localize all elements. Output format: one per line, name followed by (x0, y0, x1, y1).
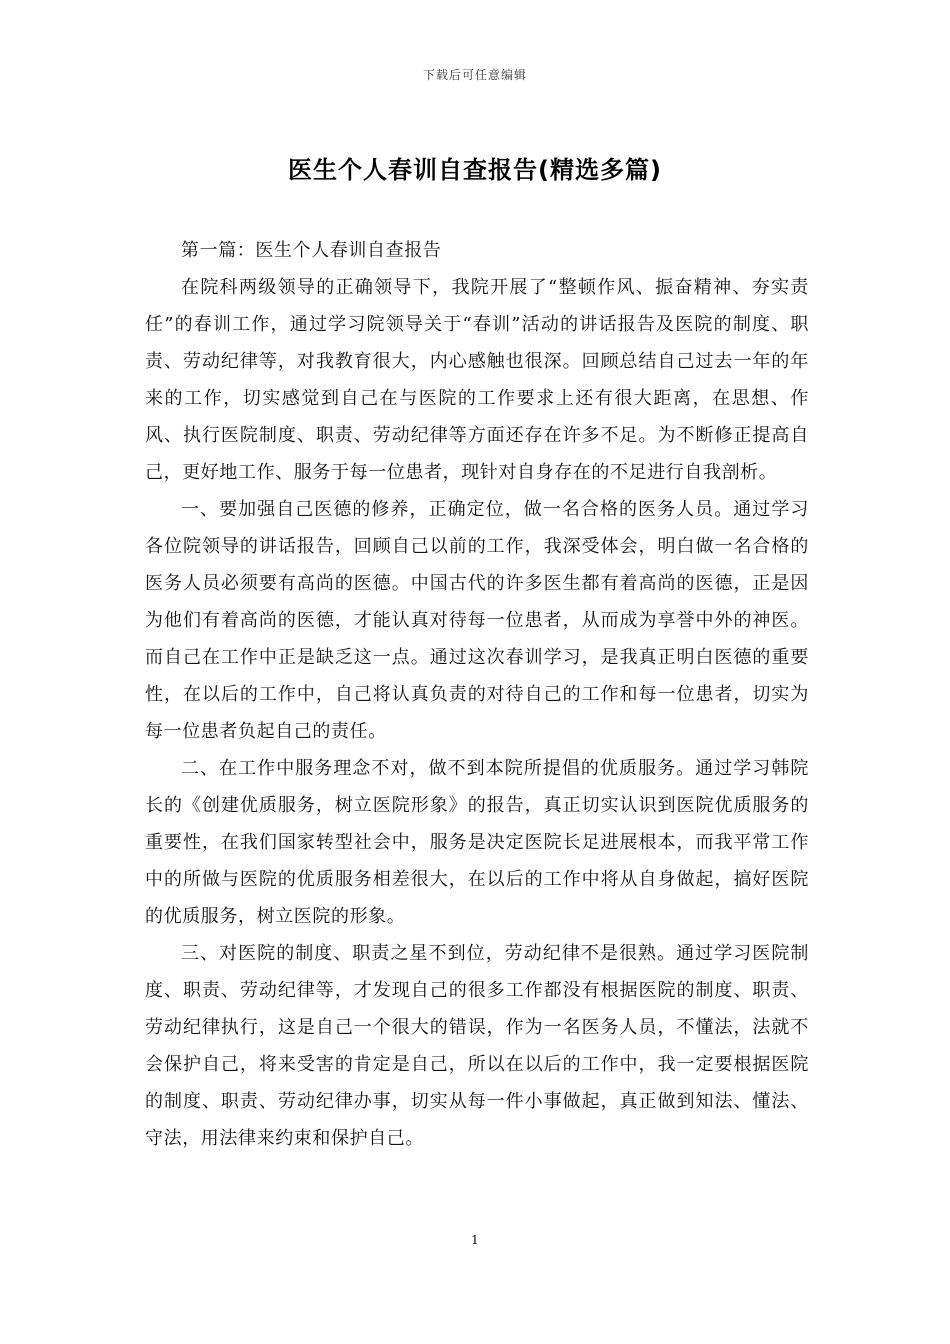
document-body (145, 232, 809, 1157)
document-title: 医生个人春训自查报告(精选多篇) (288, 156, 662, 184)
page-number: 1 (471, 1233, 479, 1247)
paragraph-point-two: 二、在工作中服务理念不对，做不到本院所提倡的优质服务。通过学习韩院长的《创建优质服务，树立医院形象》的报告，真正切实认识到医院优质服务的重要性，在我们国家转型社会中，服务是决定医院长足进展根本，而我平常工作中的所做与医院的优质服务相差很大，在以后的工作中将从自身做起，搞好医院的优质服务，树立医院的形象。 (145, 758, 809, 927)
paragraph-intro: 在院科两级领导的正确领导下，我院开展了“整顿作风、振奋精神、夯实责任”的春训工作，通过学习院领导关于“春训”活动的讲话报告及医院的制度、职责、劳动纪律等，对我教育很大，内心感触也很深。回顾总结自己过去一年的年来的工作，切实感觉到自己在与医院的工作要求上还有很大距离，在思想、作风、执行医院制度、职责、劳动纪律等方面还存在许多不足。为不断修正提高自己，更好地工作、服务于每一位患者，现针对自身存在的不足进行自我剖析。 (145, 277, 809, 483)
header-note: 下载后可任意编辑 (422, 68, 527, 82)
paragraph-point-three: 三、对医院的制度、职责之星不到位，劳动纪律不是很熟。通过学习医院制度、职责、劳动纪律等，才发现自己的很多工作都没有根据医院的制度、职责、劳动纪律执行，这是自己一个很大的错误，作为一名医务人员，不懂法，法就不会保护自己，将来受害的肯定是自己，所以在以后的工作中，我一定要根据医院的制度、职责、劳动纪律办事，切实从每一件小事做起，真正做到知法、懂法、守法，用法律来约束和保护自己。 (145, 943, 809, 1149)
section-heading: 第一篇：医生个人春训自查报告 (181, 240, 442, 261)
paragraph-point-one: 一、要加强自己医德的修养，正确定位，做一名合格的医务人员。通过学习各位院领导的讲话报告，回顾自己以前的工作，我深受体会，明白做一名合格的医务人员必须要有高尚的医德。中国古代的许多医生都有着高尚的医德，正是因为他们有着高尚的医德，才能认真对待每一位患者，从而成为享誉中外的神医。而自己在工作中正是缺乏这一点。通过这次春训学习，是我真正明白医德的重要性，在以后的工作中，自己将认真负责的对待自己的工作和每一位患者，切实为每一位患者负起自己的责任。 (145, 499, 809, 742)
